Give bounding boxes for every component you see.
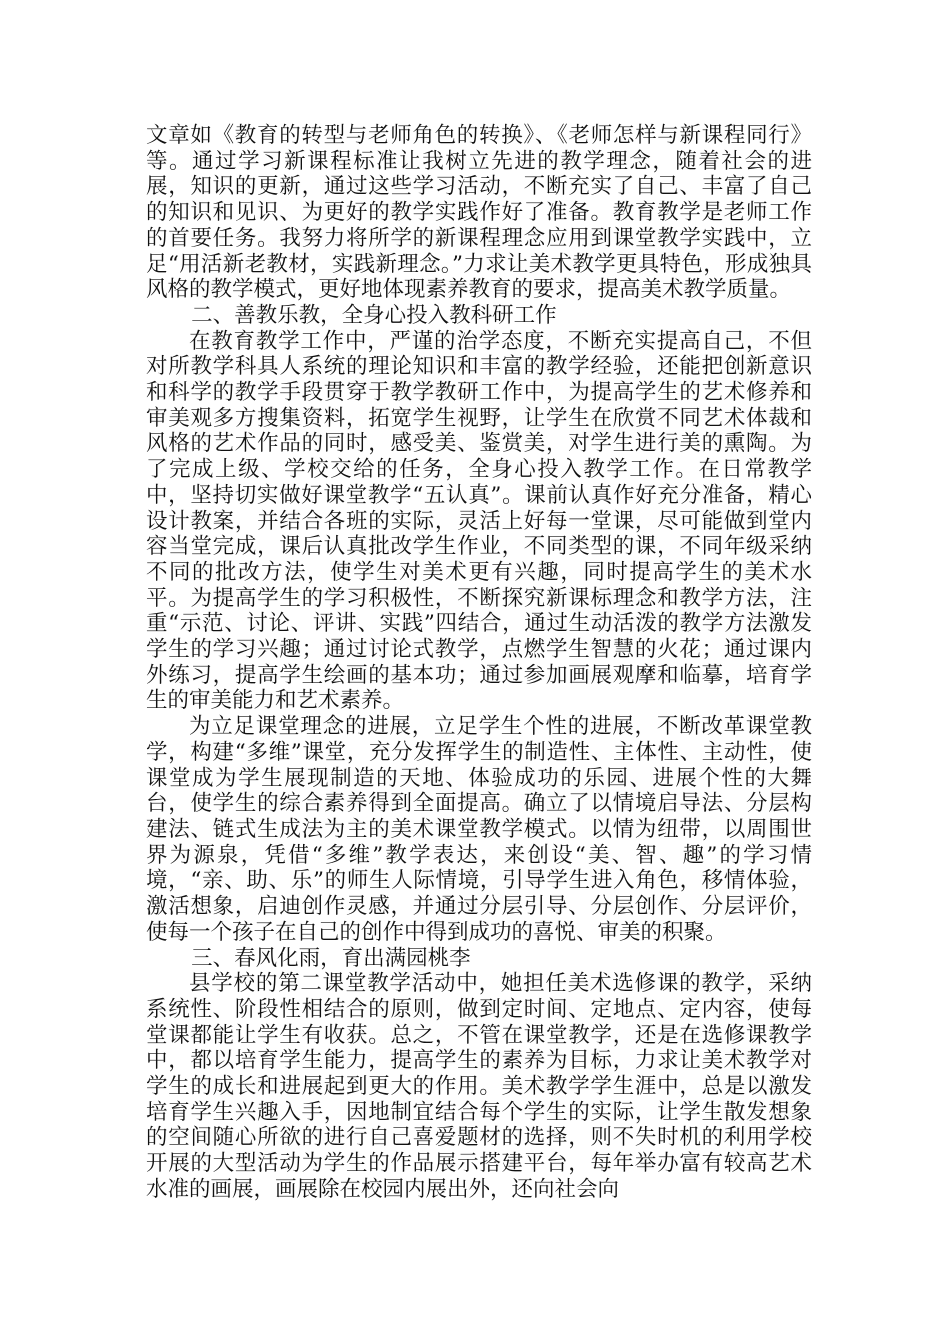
paragraph-continued: 文章如《教育的转型与老师角色的转换》、《老师怎样与新课程同行》等。通过学习新课程标准让我树立先进的教学理念，随着社会的进展，知识的更新，通过这些学习活动，不断充实了自己、丰富了自己的知识和见识、为更好的教学实践作好了准备。教育教学是老师工作的首要任务。我努力将所学的新课程理念应用到课堂教学实践中，立足“用活新老教材，实践新理念。”力求让美术教学更具特色，形成独具风格的教学模式，更好地体现素养教育的要求，提高美术教学质量。 <box>146 123 812 303</box>
section-heading-3: 三、春风化雨，育出满园桃李 <box>191 945 471 971</box>
paragraph-second-classroom: 县学校的第二课堂教学活动中，她担任美术选修课的教学，采纳系统性、阶段性相结合的原则，做到定时间、定地点、定内容，使每堂课都能让学生有收获。总之，不管在课堂教学，还是在选修课教学中，都以培育学生能力，提高学生的素养为目标，力求让美术教学对学生的成长和进展起到更大的作用。美术教学学生涯中，总是以激发培育学生兴趣入手，因地制宜结合每个学生的实际，让学生散发想象的空间随心所欲的进行自己喜爱题材的选择，则不失时机的利用学校开展的大型活动为学生的作品展示搭建平台，每年举办富有较高艺术水准的画展，画展除在校园内展出外，还向社会向 <box>146 971 812 1202</box>
document-page <box>146 123 812 1203</box>
paragraph-classroom-reform: 为立足课堂理念的进展，立足学生个性的进展，不断改革课堂教学，构建“多维”课堂，充分发挥学生的制造性、主体性、主动性，使课堂成为学生展现制造的天地、体验成功的乐园、进展个性的大舞台，使学生的综合素养得到全面提高。确立了以情境启导法、分层构建法、链式生成法为主的美术课堂教学模式。以情为纽带，以周围世界为源泉，凭借“多维”教学表达，来创设“美、智、趣”的学习情境，“亲、助、乐”的师生人际情境，引导学生进入角色，移情体验，激活想象，启迪创作灵感，并通过分层引导、分层创作、分层评价，使每一个孩子在自己的创作中得到成功的喜悦、审美的积聚。 <box>146 714 812 945</box>
section-heading-2: 二、善教乐教，全身心投入教科研工作 <box>191 302 557 328</box>
paragraph-teaching-work: 在教育教学工作中，严谨的治学态度，不断充实提高自己，不但对所教学科具人系统的理论知识和丰富的教学经验，还能把创新意识和科学的教学手段贯穿于教学教研工作中，为提高学生的艺术修养和审美观多方搜集资料，拓宽学生视野，让学生在欣赏不同艺术体裁和风格的艺术作品的同时，感受美、鉴赏美，对学生进行美的熏陶。为了完成上级、学校交给的任务，全身心投入教学工作。在日常教学中，坚持切实做好课堂教学“五认真”。课前认真作好充分准备，精心设计教案，并结合各班的实际，灵活上好每一堂课，尽可能做到堂内容当堂完成，课后认真批改学生作业，不同类型的课，不同年级采纳不同的批改方法，使学生对美术更有兴趣，同时提高学生的美术水平。为提高学生的学习积极性，不断探究新课标理念和教学方法，注重“示范、讨论、评讲、实践”四结合，通过生动活泼的教学方法激发学生的学习兴趣；通过讨论式教学，点燃学生智慧的火花；通过课内外练习，提高学生绘画的基本功；通过参加画展观摩和临摹，培育学生的审美能力和艺术素养。 <box>146 328 812 714</box>
